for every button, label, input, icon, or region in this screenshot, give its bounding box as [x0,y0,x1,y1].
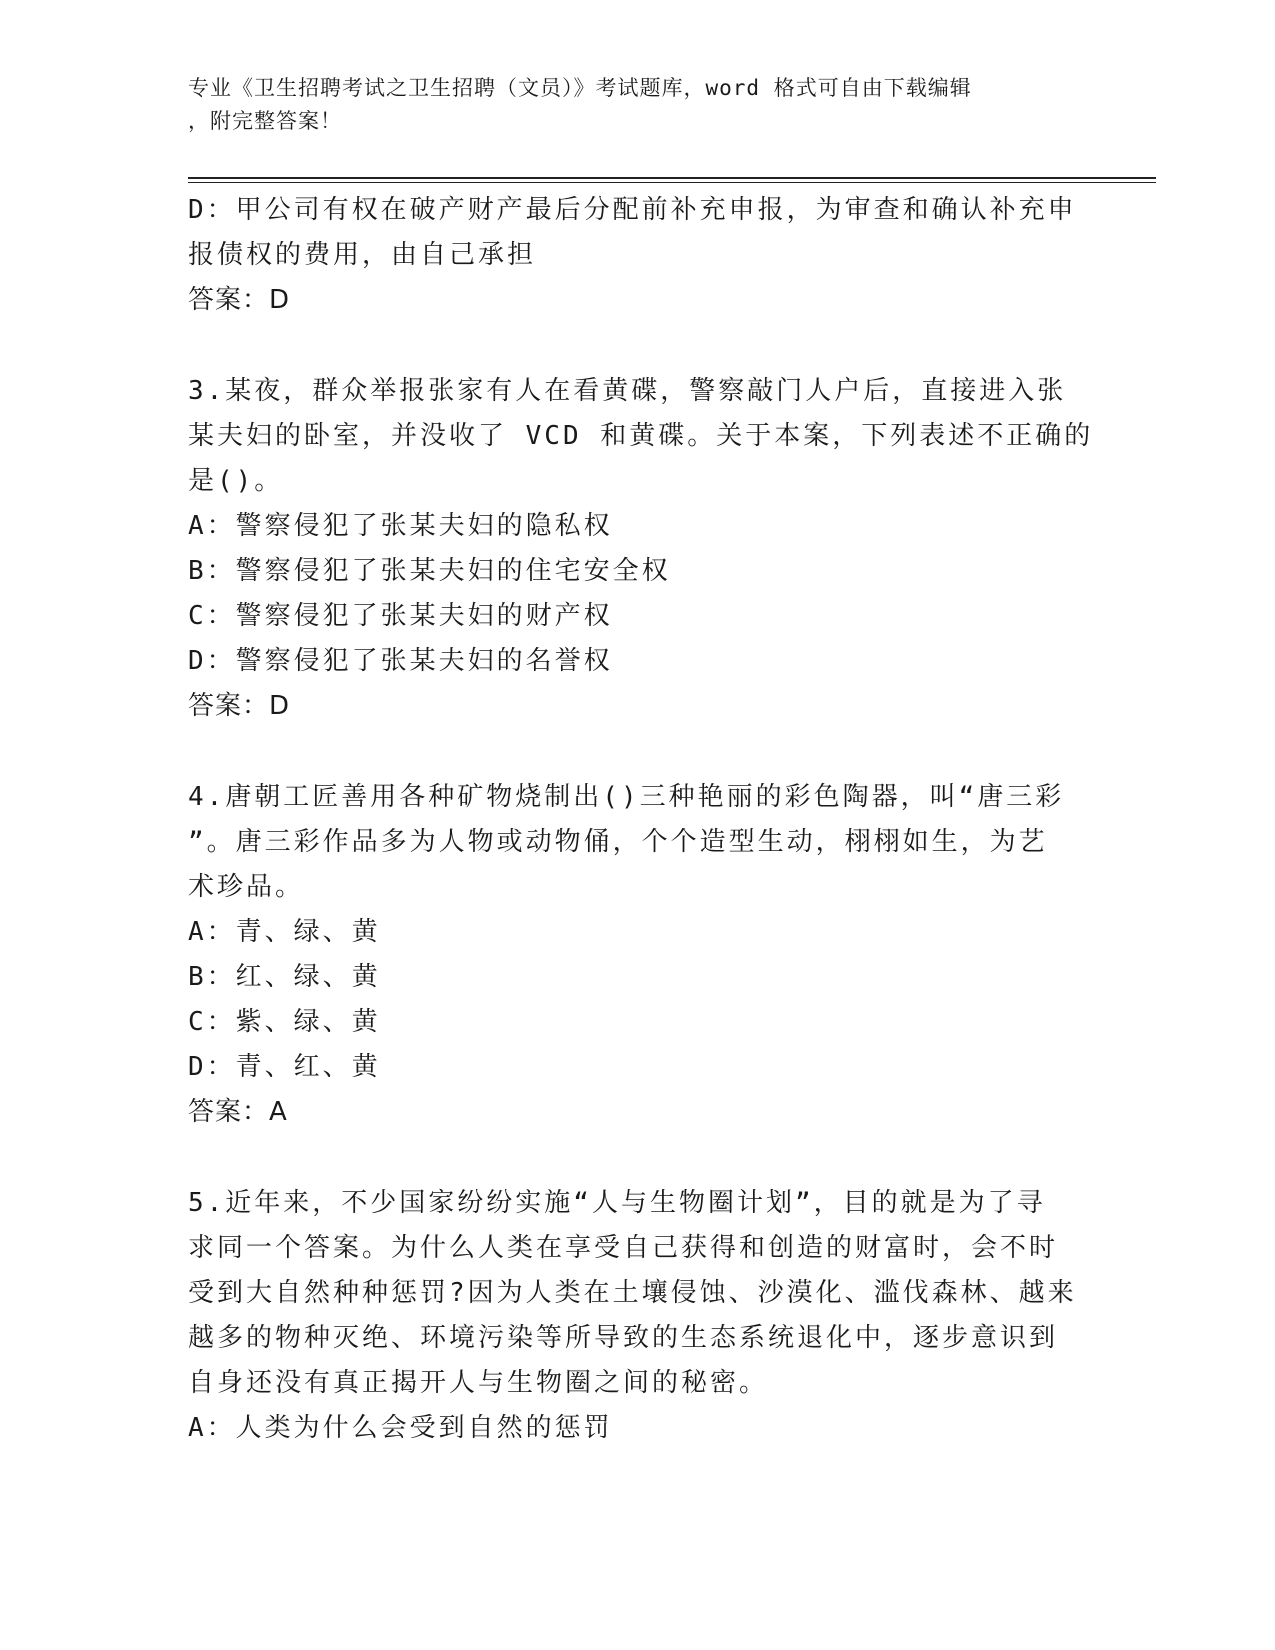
q4-answer: 答案：A [188,1097,288,1127]
q4-option-b: B：红、绿、黄 [188,962,381,992]
q3-option-d: D：警察侵犯了张某夫妇的名誉权 [188,646,613,676]
header-line-1: 专业《卫生招聘考试之卫生招聘（文员）》考试题库，word 格式可自由下载编辑 [188,76,972,100]
question-5 [188,1181,1077,1451]
q5-option-a: A：人类为什么会受到自然的惩罚 [188,1413,613,1443]
header-divider-thick [188,177,1156,179]
q4-stem-line-2: ”。唐三彩作品多为人物或动物俑，个个造型生动，栩栩如生，为艺 [188,827,1048,857]
question-4 [188,775,1068,1135]
q3-stem-line-2: 某夫妇的卧室，并没收了 VCD 和黄碟。关于本案，下列表述不正确的 [188,421,1094,451]
spacer [188,323,1068,369]
q4-option-a: A：青、绿、黄 [188,917,381,947]
q5-stem-line-4: 越多的物种灭绝、环境污染等所导致的生态系统退化中，逐步意识到 [188,1323,1059,1353]
question-3 [188,369,1094,729]
question-content [188,188,1094,1451]
q2-option-d-line-2: 报债权的费用，由自己承担 [188,240,537,270]
q4-option-d: D：青、红、黄 [188,1052,381,1082]
q3-stem-line-1: 3.某夜，群众举报张家有人在看黄碟，警察敲门人户后，直接进入张 [188,376,1067,406]
header-divider-thin [188,182,1156,183]
q5-stem-line-1: 5.近年来，不少国家纷纷实施“人与生物圈计划”，目的就是为了寻 [188,1188,1046,1218]
q2-answer: 答案：D [188,285,291,315]
q4-stem-line-3: 术珍品。 [188,872,305,902]
q3-option-c: C：警察侵犯了张某夫妇的财产权 [188,601,613,631]
q3-stem-line-3: 是()。 [188,466,284,496]
q5-stem-line-5: 自身还没有真正揭开人与生物圈之间的秘密。 [188,1368,769,1398]
header-line-2: ，附完整答案！ [188,109,342,133]
spacer [188,729,1068,775]
q2-option-d-line-1: D：甲公司有权在破产财产最后分配前补充申报，为审查和确认补充申 [188,195,1077,225]
q3-answer: 答案：D [188,691,291,721]
spacer [188,1135,1068,1181]
q5-stem-line-2: 求同一个答案。为什么人类在享受自己获得和创造的财富时，会不时 [188,1233,1059,1263]
q3-option-a: A：警察侵犯了张某夫妇的隐私权 [188,511,613,541]
q4-stem-line-1: 4.唐朝工匠善用各种矿物烧制出()三种艳丽的彩色陶器，叫“唐三彩 [188,782,1065,812]
document-header [188,72,1068,138]
q4-option-c: C：紫、绿、黄 [188,1007,381,1037]
q3-option-b: B：警察侵犯了张某夫妇的住宅安全权 [188,556,671,586]
question-2-tail [188,188,1077,323]
q5-stem-line-3: 受到大自然种种惩罚?因为人类在土壤侵蚀、沙漠化、滥伐森林、越来 [188,1278,1077,1308]
